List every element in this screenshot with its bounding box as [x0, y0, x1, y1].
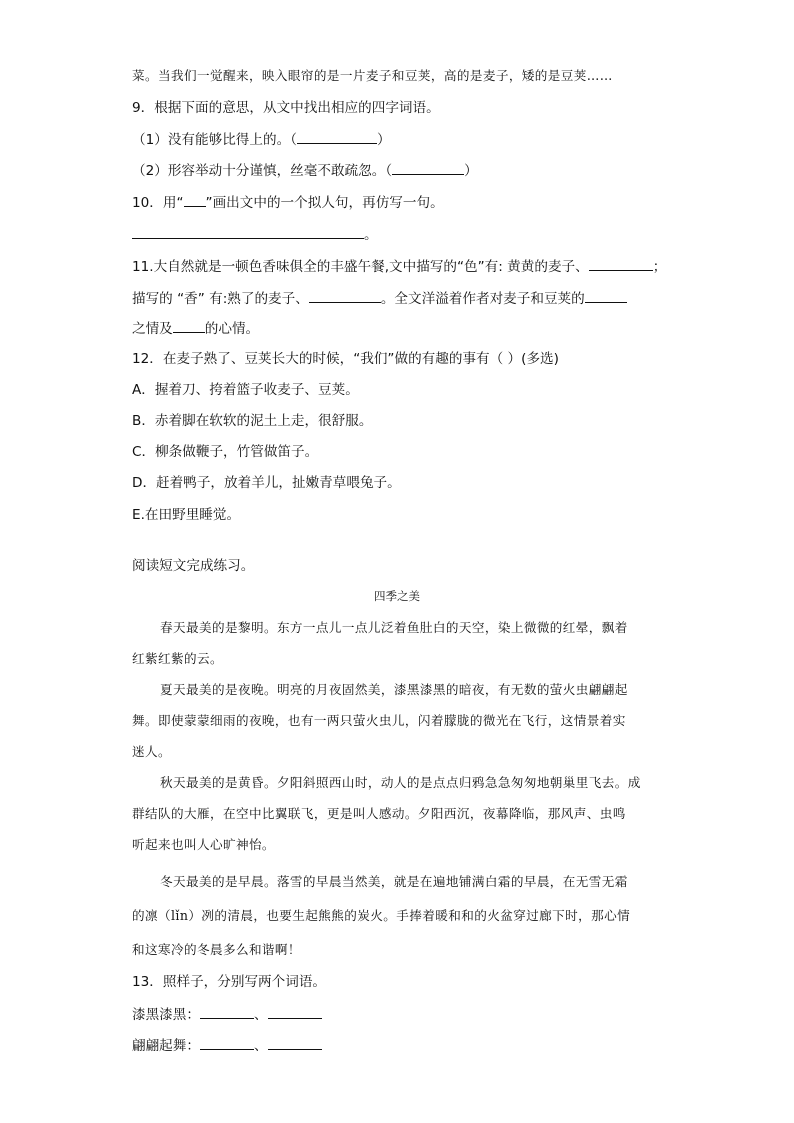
q10-answer-line: [132, 224, 378, 245]
passage-p3-line-2: 群结队的大雁，在空中比翼联飞，更是叫人感动。夕阳西沉，夜幕降临，那风声、虫鸣: [132, 806, 626, 821]
q10-underline-sample: [184, 192, 206, 207]
q13-row-2-label: 翩翩起舞：: [132, 1038, 200, 1054]
q10-stem-b: ”画出文中的一个拟人句，再仿写一句。: [205, 195, 444, 211]
q11-color-blank[interactable]: [589, 256, 653, 271]
q9-item-1-blank[interactable]: [297, 129, 377, 144]
q12-option-e[interactable]: E.在田野里睡觉。: [132, 507, 241, 523]
q11-feeling-blank[interactable]: [585, 288, 627, 303]
q12-option-d[interactable]: D．赶着鸭子，放着羊儿，扯嫩青草喂兔子。: [132, 475, 401, 491]
q12-option-a[interactable]: A．握着刀、挎着篮子收麦子、豆荚。: [132, 382, 359, 398]
passage-p2-line-3: 迷人。: [132, 744, 171, 759]
passage-p2-line-2: 舞。即使蒙蒙细雨的夜晚，也有一两只萤火虫儿，闪着朦胧的微光在飞行，这情景着实: [132, 713, 626, 728]
q13-row-1-blank-2[interactable]: [268, 1004, 322, 1019]
passage-p1-line-1: 春天最美的是黎明。东方一点儿一点儿泛着鱼肚白的天空，染上微微的红晕，飘着: [160, 620, 628, 635]
q9-item-1-close: ）: [376, 132, 391, 148]
q13-row-1-label: 漆黑漆黑：: [132, 1007, 200, 1023]
q13-row-2-sep: 、: [253, 1038, 268, 1054]
q11-mood-blank[interactable]: [173, 318, 205, 333]
q9-item-1: [132, 129, 391, 150]
q13-row-1-blank-1[interactable]: [200, 1004, 254, 1019]
q11-line-3: [132, 318, 259, 339]
q11-line-3-text-a: 之情及: [132, 321, 173, 337]
q12-stem: 12．在麦子熟了、豆荚长大的时候，“我们”做的有趣的事有（ ）(多选): [132, 351, 559, 367]
q11-line-3-text-b: 的心情。: [204, 321, 260, 337]
q11-line-2-text-b: 。全文洋溢着作者对麦子和豆荚的: [380, 291, 585, 307]
q11-line-2-text-a: 描写的 “香” 有:熟了的麦子、: [132, 291, 309, 307]
passage-p2-line-1: 夏天最美的是夜晚。明亮的月夜固然美，漆黑漆黑的暗夜，有无数的萤火虫翩翩起: [160, 682, 628, 697]
q12-option-b[interactable]: B．赤着脚在软软的泥土上走，很舒服。: [132, 413, 373, 429]
q10-stem-a: 10．用“: [132, 195, 184, 211]
q11-line-2: [132, 288, 627, 309]
passage-p1-line-2: 红紫红紫的云。: [132, 651, 223, 666]
q13-row-2-blank-2[interactable]: [268, 1035, 322, 1050]
q10-answer-end: 。: [364, 227, 378, 243]
q9-stem: 9．根据下面的意思，从文中找出相应的四字词语。: [132, 100, 440, 116]
passage-p4-line-3: 和这寒冷的冬晨多么和谐啊！: [132, 942, 301, 957]
q10-stem: [132, 192, 444, 213]
passage-p4-line-2: 的凛（lǐn）冽的清晨，也要生起熊熊的炭火。手捧着暖和和的火盆穿过廊下时，那心情: [132, 908, 631, 923]
passage-p3-line-3: 听起来也叫人心旷神怡。: [132, 837, 275, 852]
q11-line-1: [132, 256, 666, 277]
q13-stem: 13．照样子，分别写两个词语。: [132, 974, 327, 990]
q9-item-2-text: （2）形容举动十分谨慎，丝毫不敢疏忽。（: [132, 163, 393, 179]
q11-line-1-text: 11.大自然就是一顿色香味俱全的丰盛午餐,文中描写的“色”有: 黄黄的麦子、: [132, 259, 589, 275]
q9-item-2-close: ）: [464, 163, 478, 179]
passage-p3-line-1: 秋天最美的是黄昏。夕阳斜照西山时，动人的是点点归鸦急急匆匆地朝巢里飞去。成: [160, 775, 641, 790]
q13-row-2-blank-1[interactable]: [200, 1035, 254, 1050]
q11-line-1-end: ；: [652, 259, 667, 275]
q12-option-c[interactable]: C．柳条做鞭子，竹管做笛子。: [132, 444, 319, 460]
passage-tail-text: 菜。当我们一觉醒来，映入眼帘的是一片麦子和豆荚，高的是麦子，矮的是豆荚……: [132, 68, 613, 83]
q13-row-2: [132, 1035, 322, 1056]
passage-title: 四季之美: [374, 589, 420, 603]
q13-row-1: [132, 1004, 322, 1025]
q13-row-1-sep: 、: [253, 1007, 268, 1023]
q11-smell-blank[interactable]: [309, 288, 381, 303]
q9-item-1-text: （1）没有能够比得上的。（: [132, 132, 297, 148]
reading-instruction: 阅读短文完成练习。: [132, 558, 255, 574]
q10-answer-blank[interactable]: [132, 224, 364, 239]
passage-p4-line-1: 冬天最美的是早晨。落雪的早晨当然美，就是在遍地铺满白霜的早晨，在无雪无霜: [160, 874, 628, 889]
q9-item-2-blank[interactable]: [392, 160, 464, 175]
q9-item-2: [132, 160, 478, 181]
